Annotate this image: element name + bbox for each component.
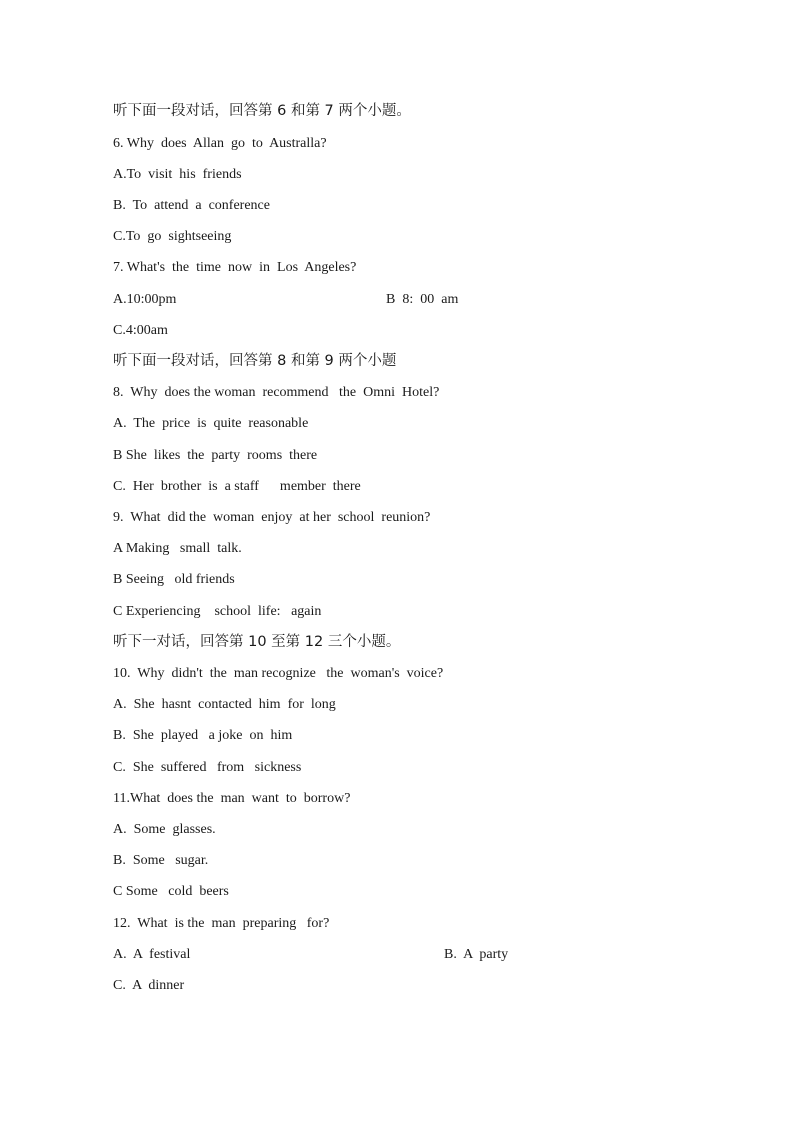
answer-option: C.To go sightseeing — [113, 229, 232, 244]
answer-option: A Making small talk. — [113, 541, 242, 556]
section-heading: 听下一对话，回答第 10 至第 12 三个小题。 — [113, 634, 401, 650]
answer-option: A. Some glasses. — [113, 822, 216, 837]
answer-option: A. The price is quite reasonable — [113, 416, 309, 431]
answer-option: C. She suffered from sickness — [113, 760, 302, 775]
question-text: 8. Why does the woman recommend the Omni Hotel? — [113, 385, 440, 400]
answer-option: C. Her brother is a staff member there — [113, 479, 361, 494]
answer-option: A. A festival — [113, 947, 191, 962]
question-text: 7. What's the time now in Los Angeles? — [113, 260, 357, 275]
answer-option: B 8: 00 am — [386, 292, 459, 307]
answer-option: A.10:00pm — [113, 292, 177, 307]
answer-option: B. A party — [444, 947, 509, 962]
question-text: 10. Why didn't the man recognize the woman's voice? — [113, 666, 444, 681]
question-text: 11.What does the man want to borrow? — [113, 791, 351, 806]
answer-option: A.To visit his friends — [113, 167, 242, 182]
section-heading: 听下面一段对话，回答第 8 和第 9 两个小题 — [113, 353, 397, 369]
question-text: 9. What did the woman enjoy at her school reunion? — [113, 510, 431, 525]
answer-option: C.4:00am — [113, 323, 168, 338]
question-text: 12. What is the man preparing for? — [113, 916, 330, 931]
answer-option: C Experiencing school life: again — [113, 604, 322, 619]
answer-option: B. To attend a conference — [113, 198, 270, 213]
answer-option: B Seeing old friends — [113, 572, 235, 587]
answer-option: C. A dinner — [113, 978, 185, 993]
answer-option: C Some cold beers — [113, 884, 229, 899]
section-heading: 听下面一段对话，回答第 6 和第 7 两个小题。 — [113, 103, 411, 119]
answer-option: A. She hasnt contacted him for long — [113, 697, 336, 712]
question-text: 6. Why does Allan go to Australla? — [113, 136, 327, 151]
answer-option: B. Some sugar. — [113, 853, 209, 868]
answer-option: B. She played a joke on him — [113, 728, 293, 743]
answer-option: B She likes the party rooms there — [113, 448, 318, 463]
